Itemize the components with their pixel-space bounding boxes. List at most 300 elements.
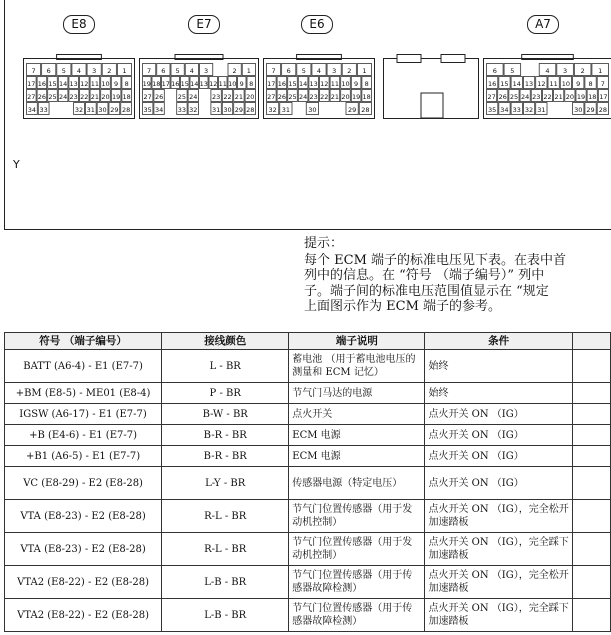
svg-text:32: 32 — [268, 106, 277, 114]
pin — [37, 90, 47, 102]
svg-text:33: 33 — [39, 106, 48, 114]
pin — [85, 103, 96, 115]
svg-text:21: 21 — [330, 93, 340, 101]
svg-text:25: 25 — [48, 93, 57, 101]
pin — [219, 77, 228, 89]
pin — [48, 90, 58, 102]
svg-text:29: 29 — [110, 106, 119, 114]
pin — [309, 90, 319, 102]
pin — [117, 64, 131, 76]
connector-a7 — [483, 53, 611, 123]
cell-condition: 点火开关 ON （IG），完全踩下加速踏板 — [425, 599, 572, 632]
cell-wire-color: L-Y - BR — [162, 467, 289, 500]
svg-text:10: 10 — [101, 80, 110, 88]
pin — [597, 103, 608, 115]
pin — [498, 90, 508, 102]
pin — [247, 77, 256, 89]
cell-description: 蓄电池 （用于蓄电池电压的测量和 ECM 记忆） — [289, 350, 425, 383]
pin — [58, 77, 68, 89]
svg-text:13: 13 — [309, 80, 318, 88]
pin — [69, 90, 79, 102]
header-condition: 条件 — [425, 333, 572, 350]
hint-line: 子。端子间的标准电压范围值显示在 “规定 — [304, 283, 549, 299]
cell-extra — [572, 350, 610, 383]
pin — [157, 64, 170, 76]
pin — [531, 90, 541, 102]
pin — [90, 77, 100, 89]
cell-condition: 点火开关 ON （IG） — [425, 467, 572, 500]
svg-text:5: 5 — [510, 67, 515, 75]
pin — [122, 77, 132, 89]
pin — [585, 77, 596, 89]
pin — [162, 77, 171, 89]
pin — [154, 103, 164, 115]
pin — [87, 64, 101, 76]
pin — [280, 103, 292, 115]
svg-text:2: 2 — [107, 67, 112, 75]
pin — [171, 64, 184, 76]
pin — [188, 103, 198, 115]
pin — [297, 64, 311, 76]
svg-text:33: 33 — [512, 106, 521, 114]
svg-text:16: 16 — [488, 80, 497, 88]
pin — [90, 90, 100, 102]
svg-text:20: 20 — [101, 93, 110, 101]
svg-text:27: 27 — [487, 93, 496, 101]
pin — [48, 77, 58, 89]
svg-text:17: 17 — [161, 80, 170, 88]
svg-text:18: 18 — [122, 93, 131, 101]
pin — [200, 64, 213, 76]
svg-text:5: 5 — [61, 67, 66, 75]
pin — [72, 64, 86, 76]
cell-wire-color: R-L - BR — [162, 533, 289, 566]
pin — [592, 64, 609, 76]
svg-text:1: 1 — [246, 67, 251, 75]
pin — [97, 103, 108, 115]
svg-text:9: 9 — [114, 80, 119, 88]
pin — [69, 77, 79, 89]
pin — [57, 64, 71, 76]
pin — [511, 103, 522, 115]
cell-extra — [572, 599, 610, 632]
svg-text:3: 3 — [204, 67, 209, 75]
table-row — [5, 425, 611, 446]
pin — [200, 77, 209, 89]
cell-symbol: VTA (E8-23) - E2 (E8-28) — [5, 533, 162, 566]
svg-text:1: 1 — [122, 67, 127, 75]
pin — [312, 64, 326, 76]
svg-text:11: 11 — [549, 80, 558, 88]
pin — [27, 90, 37, 102]
pin — [351, 77, 361, 89]
connector-label-a7: A7 — [527, 15, 559, 34]
cell-condition: 点火开关 ON （IG） — [425, 404, 572, 425]
svg-text:10: 10 — [561, 80, 571, 88]
pin — [211, 103, 221, 115]
cell-description: 节气门位置传感器（用于传感器故障检测） — [289, 566, 425, 599]
cell-wire-color: B-R - BR — [162, 446, 289, 467]
svg-text:26: 26 — [498, 93, 507, 101]
svg-text:31: 31 — [537, 106, 546, 114]
table-row — [5, 350, 611, 383]
pin — [359, 103, 371, 115]
pin — [154, 90, 164, 102]
pin — [585, 103, 596, 115]
pin — [222, 103, 232, 115]
pin — [27, 77, 37, 89]
cell-wire-color: L-B - BR — [162, 599, 289, 632]
svg-text:5: 5 — [301, 67, 306, 75]
hint-title: 提示： — [304, 236, 344, 251]
cell-symbol: VTA2 (E8-22) - E2 (E8-28) — [5, 566, 162, 599]
pin — [362, 90, 372, 102]
svg-text:8: 8 — [249, 80, 254, 88]
pin — [152, 77, 161, 89]
hint-block — [304, 236, 611, 315]
svg-text:12: 12 — [537, 80, 546, 88]
cell-condition: 点火开关 ON （IG），完全松开加速踏板 — [425, 566, 572, 599]
svg-text:15: 15 — [500, 80, 509, 88]
hint-line: 列中的信息。在 “符号 （端子编号）” 列中 — [304, 268, 545, 283]
pin — [587, 90, 597, 102]
svg-text:24: 24 — [298, 93, 308, 101]
pin — [185, 64, 198, 76]
svg-text:29: 29 — [234, 106, 244, 114]
pin — [330, 90, 340, 102]
svg-text:19: 19 — [142, 80, 151, 88]
svg-text:2: 2 — [347, 67, 352, 75]
pin — [267, 90, 277, 102]
svg-text:26: 26 — [277, 93, 287, 101]
cell-condition: 点火开关 ON （IG） — [425, 446, 572, 467]
header-symbol: 符号 （端子编号） — [5, 333, 162, 350]
svg-text:21: 21 — [554, 93, 563, 101]
svg-text:7: 7 — [147, 67, 152, 75]
svg-text:25: 25 — [177, 93, 187, 101]
pin — [267, 64, 281, 76]
svg-text:7: 7 — [600, 80, 605, 88]
svg-text:30: 30 — [308, 106, 317, 114]
svg-text:31: 31 — [211, 106, 221, 114]
pin — [228, 64, 241, 76]
pin — [143, 90, 153, 102]
svg-text:34: 34 — [500, 106, 509, 114]
pin — [267, 103, 279, 115]
svg-text:25: 25 — [509, 93, 519, 101]
svg-text:32: 32 — [189, 106, 198, 114]
table-row — [5, 500, 611, 533]
cell-condition: 点火开关 ON （IG），完全踩下加速踏板 — [425, 533, 572, 566]
svg-text:2: 2 — [232, 67, 237, 75]
svg-text:8: 8 — [588, 80, 593, 88]
svg-text:22: 22 — [223, 93, 232, 101]
svg-text:6: 6 — [286, 67, 291, 75]
svg-text:14: 14 — [298, 80, 308, 88]
pin — [573, 77, 584, 89]
pin — [487, 64, 504, 76]
svg-text:26: 26 — [37, 93, 47, 101]
svg-text:30: 30 — [98, 106, 107, 114]
pin — [143, 77, 152, 89]
svg-text:6: 6 — [161, 67, 166, 75]
pin — [121, 103, 132, 115]
pin — [542, 90, 552, 102]
svg-text:4: 4 — [545, 67, 550, 75]
svg-text:21: 21 — [234, 93, 244, 101]
pin — [504, 64, 521, 76]
cell-extra — [572, 500, 610, 533]
cell-symbol: BATT (A6-4) - E1 (E7-7) — [5, 350, 162, 383]
pin — [288, 90, 298, 102]
cell-extra — [572, 533, 610, 566]
pin — [101, 90, 111, 102]
svg-text:7: 7 — [31, 67, 36, 75]
table-header-row — [5, 333, 611, 350]
connector-label-e8: E8 — [63, 15, 95, 34]
pin — [573, 103, 584, 115]
svg-text:13: 13 — [524, 80, 534, 88]
pin — [487, 77, 498, 89]
cell-symbol: +B1 (A6-5) - E1 (E7-7) — [5, 446, 162, 467]
svg-text:31: 31 — [86, 106, 95, 114]
header-description: 端子说明 — [289, 333, 425, 350]
svg-text:11: 11 — [90, 80, 100, 88]
pin — [560, 77, 571, 89]
pin — [211, 90, 221, 102]
pin — [102, 64, 116, 76]
svg-text:25: 25 — [288, 93, 297, 101]
pin — [509, 90, 519, 102]
pin — [58, 90, 68, 102]
svg-text:35: 35 — [488, 106, 497, 114]
cell-wire-color: L-B - BR — [162, 566, 289, 599]
svg-text:23: 23 — [69, 93, 78, 101]
pin — [523, 77, 534, 89]
svg-text:14: 14 — [512, 80, 521, 88]
pin — [499, 77, 510, 89]
pin — [320, 77, 330, 89]
hint-line: 上面图示作为 ECM 端子的参考。 — [304, 299, 502, 314]
svg-text:34: 34 — [154, 106, 164, 114]
pin — [548, 77, 559, 89]
svg-text:28: 28 — [598, 106, 607, 114]
cell-symbol: +B (E4-6) - E1 (E7-7) — [5, 425, 162, 446]
pin — [597, 77, 608, 89]
pin — [598, 90, 608, 102]
svg-text:32: 32 — [74, 106, 84, 114]
svg-text:3: 3 — [92, 67, 97, 75]
pin — [342, 64, 356, 76]
svg-text:18: 18 — [362, 93, 371, 101]
pin — [557, 64, 574, 76]
pin — [222, 90, 232, 102]
svg-text:15: 15 — [288, 80, 297, 88]
pin — [27, 64, 41, 76]
svg-text:12: 12 — [209, 80, 218, 88]
pin — [539, 64, 556, 76]
pin — [341, 77, 351, 89]
pin — [574, 64, 591, 76]
pin — [309, 77, 319, 89]
svg-text:17: 17 — [27, 80, 36, 88]
svg-text:1: 1 — [598, 67, 603, 75]
header-extra — [572, 333, 610, 350]
cell-wire-color: L - BR — [162, 350, 289, 383]
svg-text:24: 24 — [58, 93, 68, 101]
pin — [320, 90, 330, 102]
pin — [188, 90, 198, 102]
pin — [487, 103, 498, 115]
header-wire-color: 接线颜色 — [162, 333, 289, 350]
svg-text:27: 27 — [267, 93, 276, 101]
svg-text:15: 15 — [180, 80, 189, 88]
cell-description: 传感器电源（特定电压） — [289, 467, 425, 500]
svg-text:12: 12 — [320, 80, 329, 88]
svg-text:27: 27 — [143, 93, 152, 101]
cell-symbol: VC (E8-29) - E2 (E8-28) — [5, 467, 162, 500]
cell-condition: 点火开关 ON （IG），完全松开加速踏板 — [425, 500, 572, 533]
cell-description: ECM 电源 — [289, 446, 425, 467]
pin — [306, 103, 318, 115]
connector-e8 — [23, 53, 135, 123]
svg-text:28: 28 — [121, 106, 131, 114]
svg-text:20: 20 — [341, 93, 350, 101]
pin — [42, 64, 56, 76]
svg-text:13: 13 — [199, 80, 208, 88]
pin — [242, 64, 255, 76]
cell-wire-color: P - BR — [162, 383, 289, 404]
svg-text:14: 14 — [190, 80, 199, 88]
pin — [111, 90, 121, 102]
svg-text:3: 3 — [563, 67, 568, 75]
svg-text:28: 28 — [361, 106, 370, 114]
svg-text:8: 8 — [364, 80, 369, 88]
svg-text:15: 15 — [48, 80, 57, 88]
pin — [234, 90, 244, 102]
pin — [288, 77, 298, 89]
svg-text:35: 35 — [143, 106, 152, 114]
svg-text:11: 11 — [330, 80, 340, 88]
table-row — [5, 599, 611, 632]
svg-text:4: 4 — [76, 67, 82, 75]
connector-e7 — [139, 53, 259, 123]
svg-text:12: 12 — [80, 80, 89, 88]
y-label: Y — [13, 158, 20, 171]
pin — [234, 103, 244, 115]
pin — [362, 77, 372, 89]
svg-text:4: 4 — [316, 67, 322, 75]
terminal-voltage-table — [4, 332, 611, 632]
svg-text:13: 13 — [69, 80, 78, 88]
svg-text:16: 16 — [277, 80, 287, 88]
svg-text:30: 30 — [574, 106, 583, 114]
svg-text:5: 5 — [175, 67, 180, 75]
table-row — [5, 383, 611, 404]
pin — [228, 77, 237, 89]
svg-text:9: 9 — [239, 80, 244, 88]
svg-text:6: 6 — [492, 67, 497, 75]
svg-text:20: 20 — [246, 93, 255, 101]
svg-text:33: 33 — [177, 106, 187, 114]
pin — [171, 77, 180, 89]
pin — [499, 103, 510, 115]
svg-text:3: 3 — [332, 67, 337, 75]
pin — [487, 90, 497, 102]
pin — [576, 90, 586, 102]
pin — [37, 77, 47, 89]
pin — [143, 64, 156, 76]
pin — [122, 90, 132, 102]
pin — [565, 90, 575, 102]
svg-text:19: 19 — [576, 93, 586, 101]
pin — [245, 103, 255, 115]
cell-symbol: +BM (E8-5) - ME01 (E8-4) — [5, 383, 162, 404]
svg-text:18: 18 — [588, 93, 597, 101]
cell-condition: 始终 — [425, 350, 572, 383]
cell-description: ECM 电源 — [289, 425, 425, 446]
cell-description: 节气门马达的电源 — [289, 383, 425, 404]
svg-text:10: 10 — [228, 80, 237, 88]
connector-label-e6: E6 — [301, 15, 333, 34]
pin — [351, 90, 361, 102]
table-row — [5, 566, 611, 599]
svg-text:1: 1 — [362, 67, 367, 75]
hint-line: 每个 ECM 端子的标准电压见下表。在表中首 — [304, 252, 567, 268]
pin — [277, 90, 287, 102]
pin — [511, 77, 522, 89]
pin — [536, 103, 547, 115]
svg-text:19: 19 — [111, 93, 121, 101]
pin — [190, 77, 199, 89]
svg-text:4: 4 — [189, 67, 194, 75]
pin — [74, 103, 85, 115]
svg-text:9: 9 — [354, 80, 359, 88]
pin — [346, 103, 358, 115]
svg-text:20: 20 — [565, 93, 575, 101]
pin — [523, 103, 534, 115]
svg-text:26: 26 — [154, 93, 164, 101]
cell-extra — [572, 425, 610, 446]
pin — [181, 77, 190, 89]
pin — [177, 90, 187, 102]
cell-wire-color: B-W - BR — [162, 404, 289, 425]
svg-text:2: 2 — [580, 67, 585, 75]
svg-text:27: 27 — [27, 93, 36, 101]
cell-extra — [572, 446, 610, 467]
pin — [111, 77, 121, 89]
svg-text:17: 17 — [267, 80, 276, 88]
cell-symbol: IGSW (A6-17) - E1 (E7-7) — [5, 404, 162, 425]
svg-text:34: 34 — [27, 106, 37, 114]
pin — [327, 64, 341, 76]
svg-text:32: 32 — [524, 106, 534, 114]
svg-text:24: 24 — [520, 93, 530, 101]
pin — [267, 77, 277, 89]
pin — [245, 90, 255, 102]
pin — [38, 103, 49, 115]
svg-text:10: 10 — [341, 80, 350, 88]
cell-extra — [572, 383, 610, 404]
cell-description: 节气门位置传感器（用于发动机控制） — [289, 533, 425, 566]
cell-condition: 始终 — [425, 383, 572, 404]
svg-text:16: 16 — [37, 80, 47, 88]
pin — [209, 77, 218, 89]
svg-text:22: 22 — [543, 93, 552, 101]
cell-extra — [572, 467, 610, 500]
pin — [520, 90, 530, 102]
svg-text:23: 23 — [211, 93, 221, 101]
